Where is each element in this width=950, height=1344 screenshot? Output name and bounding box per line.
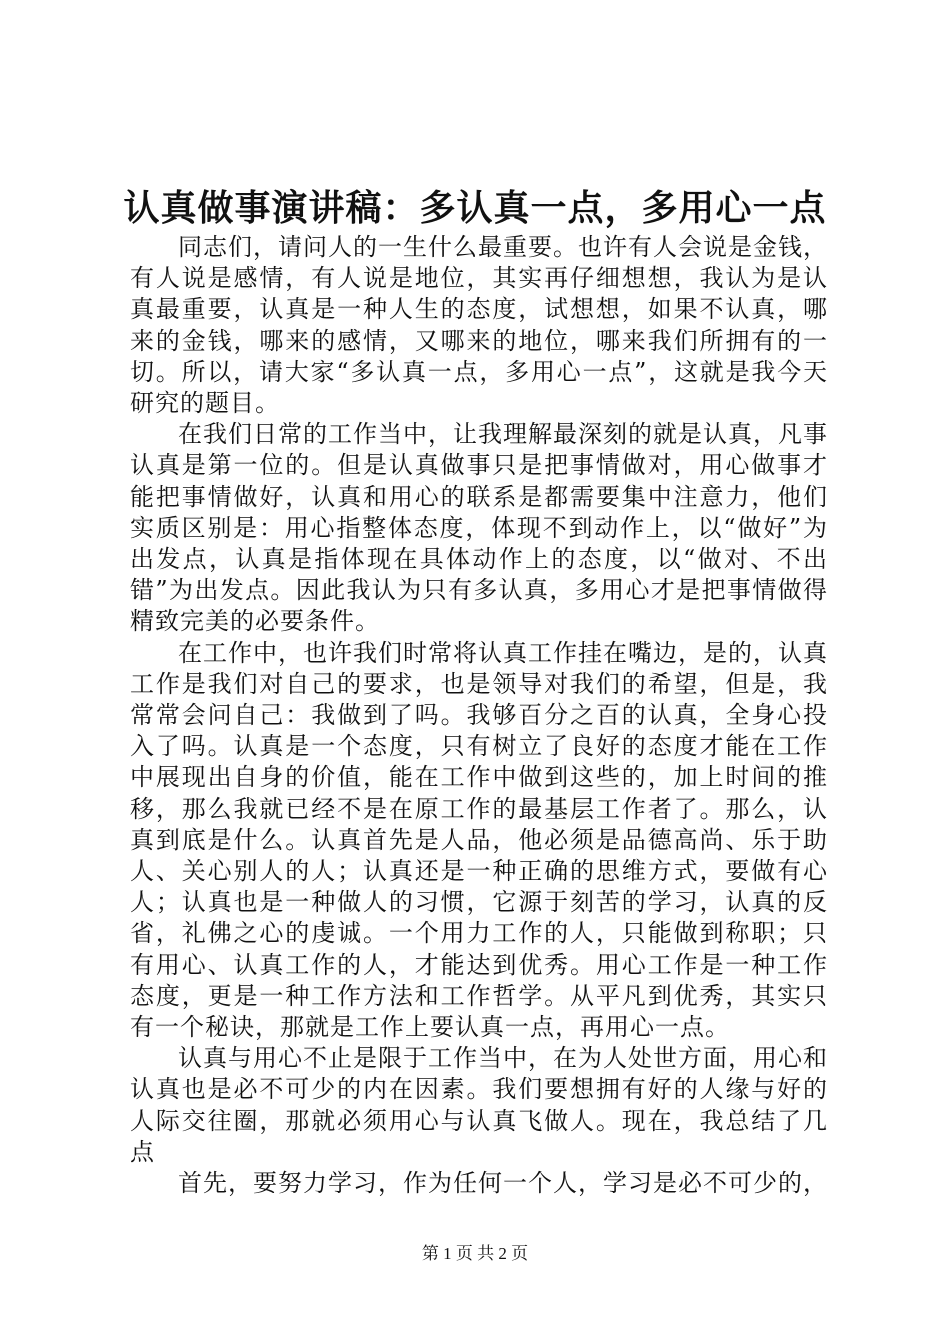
- document-body: [130, 232, 828, 1199]
- document-title: 认真做事演讲稿：多认真一点，多用心一点: [123, 187, 827, 229]
- paragraph-1: 同志们，请问人的一生什么最重要。也许有人会说是金钱，有人说是感情，有人说是地位，其实再仔细想想，我认为是认真最重要，认真是一种人生的态度，试想想，如果不认真，哪来的金钱，哪来的感情，又哪来的地位，哪来我们所拥有的一切。所以，请大家“多认真一点，多用心一点”，这就是我今天研究的题目。: [130, 233, 828, 418]
- paragraph-2: 在我们日常的工作当中，让我理解最深刻的就是认真，凡事认真是第一位的。但是认真做事只是把事情做对，用心做事才能把事情做好，认真和用心的联系是都需要集中注意力，他们实质区别是：用心指整体态度，体现不到动作上，以“做好”为出发点，认真是指体现在具体动作上的态度，以“做对、不出错”为出发点。因此我认为只有多认真，多用心才是把事情做得精致完美的必要条件。: [130, 420, 828, 636]
- paragraph-4: 认真与用心不止是限于工作当中，在为人处世方面，用心和认真也是必不可少的内在因素。我们要想拥有好的人缘与好的人际交往圈，那就必须用心与认真飞做人。现在，我总结了几点: [130, 1044, 828, 1166]
- paragraph-3: 在工作中，也许我们时常将认真工作挂在嘴边，是的，认真工作是我们对自己的要求，也是领导对我们的希望，但是，我常常会问自己：我做到了吗。我够百分之百的认真，全身心投入了吗。认真是一个态度，只有树立了良好的态度才能在工作中展现出自身的价值，能在工作中做到这些的，加上时间的推移，那么我就已经不是在原工作的最基层工作者了。那么，认真到底是什么。认真首先是人品，他必须是品德高尚、乐于助人、关心别人的人；认真还是一种正确的思维方式，要做有心人；认真也是一种做人的习惯，它源于刻苦的学习，认真的反省，礼佛之心的虔诚。一个用力工作的人，只能做到称职；只有用心、认真工作的人，才能达到优秀。用心工作是一种工作态度，更是一种工作方法和工作哲学。从平凡到优秀，其实只有一个秘诀，那就是工作上要认真一点，再用心一点。: [130, 638, 828, 1042]
- page-footer: 第 1 页 共 2 页: [421, 1244, 529, 1263]
- paragraph-5: 首先，要努力学习，作为任何一个人，学习是必不可少的，: [178, 1169, 828, 1198]
